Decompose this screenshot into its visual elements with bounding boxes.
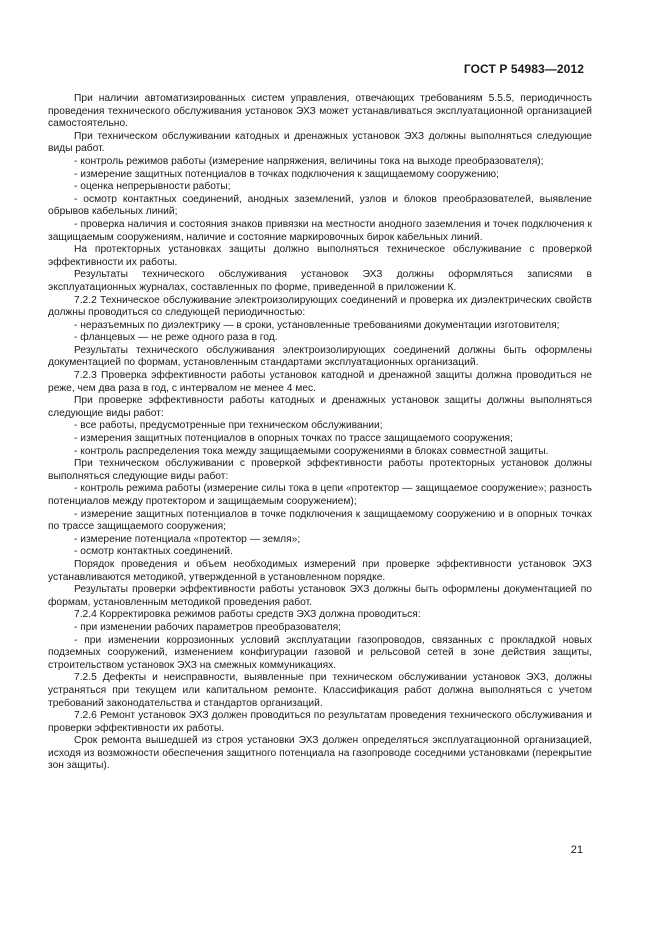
list-item: - измерения защитных потенциалов в опорных точках по трассе защищаемого сооружения; (74, 433, 513, 445)
paragraph: Срок ремонта вышедшей из строя установки ЭХЗ должен определяться эксплуатационной организацией, исходя из возможности обеспечения защитного потенциала на газопроводе соседними установками (перекрытие зон защиты). (48, 735, 592, 772)
paragraph: При проверке эффективности работы катодных и дренажных установок защиты должны выполняться следующие виды работ: (48, 395, 592, 419)
list-item: - неразъемных по диэлектрику — в сроки, установленные требованиями документации изготовителя; (74, 319, 560, 331)
document-body (48, 93, 592, 773)
paragraph: При техническом обслуживании катодных и дренажных установок ЭХЗ должны выполняться следующие виды работ. (48, 130, 592, 155)
list-item: - при изменении рабочих параметров преобразователя; (74, 621, 342, 633)
paragraph: Результаты технического обслуживания электроизолирующих соединений должны быть оформлены документацией по формам, установленным стандартами эксплуатационных организаций. (48, 344, 592, 369)
clause-7-2-5: 7.2.5 Дефекты и неисправности, выявленные при техническом обслуживании установок ЭХЗ, должны устраняться при текущем или капитальном ремонте. Классификация работ должна выполняться с учетом требований законодательства и стандартов организаций. (48, 672, 592, 709)
paragraph: При техническом обслуживании с проверкой эффективности работы протекторных установок должны выполняться следующие виды работ: (48, 458, 592, 482)
clause-7-2-4: 7.2.4 Корректировка режимов работы средств ЭХЗ должна проводиться: (74, 609, 421, 621)
list-item: - измерение защитных потенциалов в точках подключения к защищаемому сооружению; (74, 168, 499, 180)
list-item: - осмотр контактных соединений, анодных заземлений, узлов и блоков преобразователей, выявление обрывов кабельных линий; (48, 193, 592, 218)
list-item: - контроль режима работы (измерение силы тока в цепи «протектор — защищаемое сооружение»; разность потенциалов между протектором и защищаемым сооружением); (48, 483, 592, 507)
list-item: - измерение потенциала «протектор — земля»; (74, 533, 301, 545)
paragraph: Результаты технического обслуживания установок ЭХЗ должны оформляться записями в эксплуатационных журналах, составленных по форме, приведенной в приложении К. (48, 269, 592, 293)
list-item: - оценка непрерывности работы; (74, 181, 231, 193)
list-item: - контроль режимов работы (измерение напряжения, величины тока на выходе преобразователя); (74, 155, 544, 167)
list-item: - осмотр контактных соединений. (74, 546, 233, 558)
paragraph: При наличии автоматизированных систем управления, отвечающих требованиям 5.5.5, периодичность проведения технического обслуживания установок ЭХЗ может устанавливаться эксплуатационной организацией самостоятельно. (48, 93, 592, 130)
page-number: 21 (570, 844, 583, 856)
clause-7-2-3: 7.2.3 Проверка эффективности работы установок катодной и дренажной защиты должна проводиться не реже, чем два раза в год, с интервалом не менее 4 мес. (48, 370, 592, 394)
paragraph: Результаты проверки эффективности работы установок ЭХЗ должны быть оформлены документацией по формам, установленным методикой проведения работ. (48, 584, 592, 608)
clause-7-2-2: 7.2.2 Техническое обслуживание электроизолирующих соединений и проверка их диэлектрических свойств должны проводиться со следующей периодичностью: (48, 294, 592, 319)
list-item: - проверка наличия и состояния знаков привязки на местности анодного заземления и точек подключения к защищаемым сооружениям, наличие и состояние маркировочных бирок кабельных линий. (48, 218, 592, 243)
list-item: - все работы, предусмотренные при техническом обслуживании; (74, 420, 383, 432)
list-item: - фланцевых — не реже одного раза в год. (74, 332, 278, 344)
clause-7-2-6: 7.2.6 Ремонт установок ЭХЗ должен проводиться по результатам проведения технического обслуживания и проверки эффективности их работы. (48, 710, 592, 734)
list-item: - измерение защитных потенциалов в точке подключения к защищаемому сооружению и в опорных точках по трассе защищаемого сооружения; (48, 508, 592, 533)
paragraph: На протекторных установках защиты должно выполняться техническое обслуживание с проверкой эффективности их работы. (48, 244, 592, 268)
list-item: - при изменении коррозионных условий эксплуатации газопроводов, связанных с прокладкой новых подземных сооружений, изменением конфигурации газовой и рельсовой сетей в зоне действия защиты, строительством установок ЭХЗ на смежных коммуникациях. (48, 634, 592, 671)
paragraph: Порядок проведения и объем необходимых измерений при проверке эффективности установок ЭХЗ устанавливаются методикой, утвержденной в установленном порядке. (48, 558, 592, 583)
document-header: ГОСТ Р 54983—2012 (463, 62, 584, 76)
list-item: - контроль распределения тока между защищаемыми сооружениями в блоках совместной защиты. (74, 445, 549, 457)
